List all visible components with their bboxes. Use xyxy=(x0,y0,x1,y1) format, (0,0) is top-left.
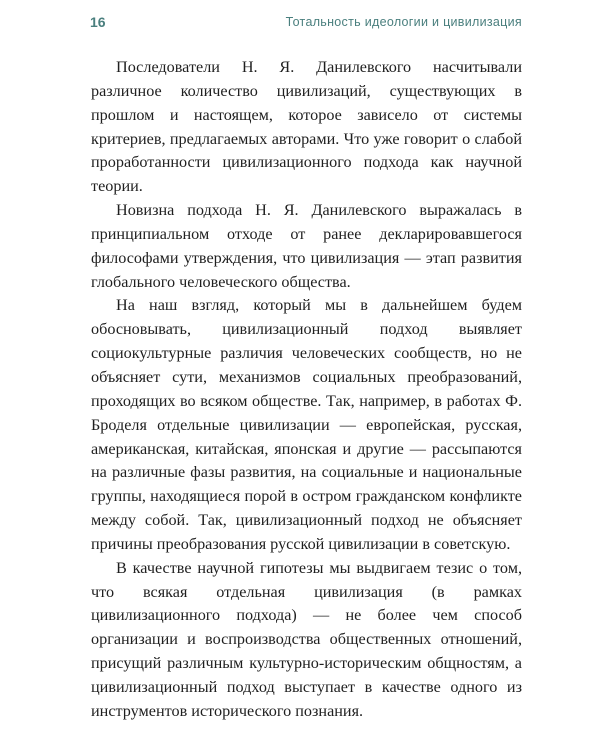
body-text xyxy=(91,56,522,724)
running-title: Тотальность идеологии и цивилизация xyxy=(285,15,522,29)
paragraph: На наш взгляд, который мы в дальнейшем будем обосновывать, цивилизационный подход выявляет социокультурные различия человеческих сообществ, но не объясняет сути, механизмов социальных преобразований, проходящих во всяком обществе. Так, например, в работах Ф. Броделя отдельные цивилизации — европейская, русская, американская, китайская, японская и другие — рассыпаются на различные фазы развития, на социальные и национальные группы, находящиеся порой в остром гражданском конфликте между собой. Так, цивилизационный подход не объясняет причины преобразования русской цивилизации в советскую. xyxy=(91,296,522,553)
paragraph: Последователи Н. Я. Данилевского насчитывали различное количество цивилизаций, существующих в прошлом и настоящем, которое зависело от системы критериев, предлагаемых авторами. Что уже говорит о слабой проработанности цивилизационного подхода как научной теории. xyxy=(91,58,522,196)
paragraph: В качестве научной гипотезы мы выдвигаем тезис о том, что всякая отдельная цивилизация (в рамках цивилизационного подхода) — не более чем способ организации и воспроизводства общественных отношений, присущий различным культурно-историческим общностям, а цивилизационный подход выступает в качестве одного из инструментов исторического познания. xyxy=(91,558,522,720)
paragraph: Новизна подхода Н. Я. Данилевского выражалась в принципиальном отходе от ранее декларировавшегося философами утверждения, что цивилизация — этап развития глобального человеческого общества. xyxy=(91,201,522,291)
running-head xyxy=(90,14,522,36)
page-number: 16 xyxy=(90,14,106,30)
